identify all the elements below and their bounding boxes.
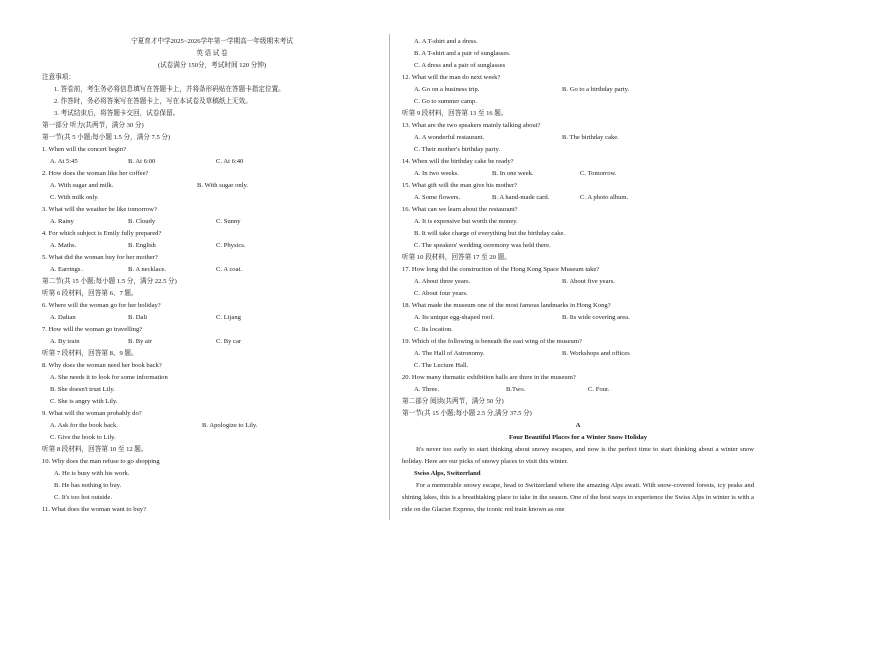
question-20-options	[402, 384, 754, 396]
question-8: 8. Why does the woman need her book back?	[42, 362, 162, 369]
question-7-options	[42, 336, 382, 348]
question-5: 5. What did the woman buy for her mother?	[42, 254, 158, 261]
passage-letter: A	[575, 422, 581, 429]
question-9-options	[42, 420, 382, 432]
question-14: 14. When will the birthday cake be ready?	[402, 158, 514, 165]
question-4-options	[42, 240, 382, 252]
option-a: A. Dalian	[50, 314, 76, 321]
option-c: C. By car	[216, 338, 242, 345]
question-10: 10. Why does the man refuse to go shopping	[42, 458, 160, 465]
material-10-heading: 听第 10 段材料，回答第 17 至 20 题。	[402, 254, 511, 261]
column-divider	[389, 34, 390, 520]
reading-part-heading: 第二部分 阅读(共两节，满分 50 分)	[402, 398, 504, 405]
option-b: B. Workshops and offices	[562, 350, 630, 357]
notice-item: 1. 答卷前，考生务必将信息填写在答题卡上，并将条形码贴在答题卡指定位置。	[54, 86, 285, 93]
option-a: A. It is expensive but worth the money.	[414, 218, 518, 225]
question-9: 9. What will the woman probably do?	[42, 410, 142, 417]
question-12: 12. What will the man do next week?	[402, 74, 501, 81]
option-c: C. With milk only.	[50, 194, 99, 201]
option-c: C. A dress and a pair of sunglasses	[414, 62, 506, 69]
notice-heading: 注意事项：	[42, 74, 75, 81]
option-b: B.Two.	[506, 386, 526, 393]
option-c: C. Its location.	[414, 326, 453, 333]
option-a: A. Some flowers.	[414, 194, 461, 201]
option-b: B. At 6:00	[128, 158, 156, 165]
option-c: C. A photo album.	[580, 194, 629, 201]
question-20: 20. How many thematic exhibition halls are there in the museum?	[402, 374, 576, 381]
question-1-options	[42, 156, 382, 168]
option-b: B. Apologize to Lily.	[202, 422, 258, 429]
question-13-options	[402, 132, 754, 144]
option-b: B. By air	[128, 338, 152, 345]
question-17: 17. How long did the construction of the Hong Kong Space Museum take?	[402, 266, 600, 273]
left-column	[42, 36, 382, 516]
option-c: C. Lijang	[216, 314, 241, 321]
option-c: C. At 6:40	[216, 158, 244, 165]
question-1: 1. When will the concert begin?	[42, 146, 127, 153]
option-c: C. It's too hot outside.	[54, 494, 112, 501]
option-a: A. A T-shirt and a dress.	[414, 38, 478, 45]
exam-subject: 英 语 试 卷	[196, 50, 228, 57]
option-a: A. Rainy	[50, 218, 74, 225]
option-b: B. The birthday cake.	[562, 134, 619, 141]
option-a: A. In two weeks.	[414, 170, 459, 177]
option-a: A. He is busy with his work.	[54, 470, 130, 477]
question-15-options	[402, 192, 754, 204]
option-c: C. Give the book to Lily.	[50, 434, 116, 441]
option-c: C. Sunny	[216, 218, 241, 225]
option-b: B. Dali	[128, 314, 148, 321]
passage-paragraph: It's never too early to start thinking about snowy escapes, and now is the perfect time to start thinking about a winter snow holiday. Here are our picks of snowy places to visit this winter.	[402, 446, 754, 465]
option-c: C. The Lecture Hall.	[414, 362, 469, 369]
option-a: A. Go on a business trip.	[414, 86, 480, 93]
option-c: C. A coat.	[216, 266, 243, 273]
option-c: C. Four.	[588, 386, 610, 393]
question-19-options	[402, 348, 754, 360]
reading-section1-heading: 第一节(共 15 小题;每小题 2.5 分,满分 37.5 分)	[402, 410, 532, 417]
option-c: C. Their mother's birthday party.	[414, 146, 500, 153]
material-6-heading: 听第 6 段材料，回答第 6、7 题。	[42, 290, 138, 297]
option-c: C. Tomorrow.	[580, 170, 617, 177]
right-column	[402, 36, 754, 516]
option-a: A. With sugar and milk.	[50, 182, 114, 189]
option-a: A. At 5:45	[50, 158, 78, 165]
passage-subheading: Swiss Alps, Switzerland	[414, 470, 481, 477]
option-b: B. With sugar only.	[197, 182, 249, 189]
option-a: A. She needs it to look for some information	[50, 374, 168, 381]
question-12-options	[402, 84, 754, 96]
option-a: A. Earrings .	[50, 266, 84, 273]
question-19: 19. Which of the following is beneath the east wing of the museum?	[402, 338, 582, 345]
option-b: B. In one week.	[492, 170, 534, 177]
option-b: B. Go to a birthday party.	[562, 86, 630, 93]
option-b: B. Its wide covering area.	[562, 314, 630, 321]
material-8-heading: 听第 8 段材料，回答第 10 至 12 题。	[42, 446, 148, 453]
material-7-heading: 听第 7 段材料，回答第 8、9 题。	[42, 350, 138, 357]
option-a: A. Ask for the book back.	[50, 422, 118, 429]
option-b: B. About five years.	[562, 278, 615, 285]
question-2: 2. How does the woman like her coffee?	[42, 170, 149, 177]
question-6: 6. Where will the woman go for her holiday?	[42, 302, 161, 309]
exam-meta: (试卷满分 150分，考试时间 120 分钟)	[157, 62, 267, 69]
notice-item: 2. 作答时，务必将答案写在答题卡上，写在本试卷及草稿纸上无效。	[54, 98, 252, 105]
option-a: A. A wonderful restaurant.	[414, 134, 485, 141]
option-a: A. Its unique egg-shaped roof.	[414, 314, 495, 321]
question-2-options	[42, 180, 382, 192]
option-a: A. About three years.	[414, 278, 471, 285]
option-b: B. A T-shirt and a pair of sunglasses.	[414, 50, 511, 57]
question-13: 13. What are the two speakers mainly talking about?	[402, 122, 541, 129]
option-c: C. She is angry with Lily.	[50, 398, 118, 405]
option-b: B. Cloudy	[128, 218, 156, 225]
option-a: A. The Hall of Astronomy.	[414, 350, 485, 357]
option-c: C. The speakers' wedding ceremony was held there.	[414, 242, 551, 249]
material-9-heading: 听第 9 段材料，回答第 13 至 16 题。	[402, 110, 508, 117]
question-4: 4. For which subject is Emily fully prepared?	[42, 230, 162, 237]
option-b: B. He has nothing to buy.	[54, 482, 122, 489]
question-18-options	[402, 312, 754, 324]
question-14-options	[402, 168, 754, 180]
question-6-options	[42, 312, 382, 324]
option-a: A. Three.	[414, 386, 439, 393]
option-a: A. By train	[50, 338, 80, 345]
listening-section1-heading: 第一节(共 5 小题;每小题 1.5 分，满分 7.5 分)	[42, 134, 171, 141]
question-16: 16. What can we learn about the restaurant?	[402, 206, 518, 213]
exam-title: 宁夏育才中学2025~2026学年第一学期高一年级期末考试	[131, 38, 293, 45]
passage-title: Four Beautiful Places for a Winter Snow Holiday	[508, 434, 648, 441]
question-18: 18. What made the museum one of the most famous landmarks in Hong Kong?	[402, 302, 611, 309]
question-3: 3. What will the weather be like tomorrow?	[42, 206, 157, 213]
question-5-options	[42, 264, 382, 276]
notice-item: 3. 考试结束后，将答题卡交回，试卷保留。	[54, 110, 180, 117]
listening-part-heading: 第一部分 听力(共两节，满分 30 分)	[42, 122, 144, 129]
option-b: B. A necklace.	[128, 266, 167, 273]
question-15: 15. What gift will the man give his mother?	[402, 182, 518, 189]
option-b: B. She doesn't trust Lily.	[50, 386, 115, 393]
option-c: C. Physics.	[216, 242, 246, 249]
option-a: A. Maths.	[50, 242, 77, 249]
option-b: B. A hand-made card.	[492, 194, 550, 201]
passage-paragraph: For a memorable snowy escape, head to Switzerland where the amazing Alps await. With snow-covered forests, icy peaks and shining lakes, this is a breathtaking place to take in the season. One of the best ways to experience the Swiss Alps in winter is with a ride on the Glacier Express, the iconic red train known as one	[402, 482, 754, 513]
question-7: 7. How will the woman go travelling?	[42, 326, 143, 333]
option-c: C. About four years.	[414, 290, 468, 297]
option-b: B. It will take charge of everything but the birthday cake.	[414, 230, 566, 237]
question-3-options	[42, 216, 382, 228]
option-c: C. Go to summer camp.	[414, 98, 477, 105]
option-b: B. English	[128, 242, 156, 249]
question-11: 11. What does the woman want to buy?	[42, 506, 147, 513]
listening-section2-heading: 第二节(共 15 小题;每小题 1.5 分，满分 22.5 分)	[42, 278, 177, 285]
question-17-options	[402, 276, 754, 288]
